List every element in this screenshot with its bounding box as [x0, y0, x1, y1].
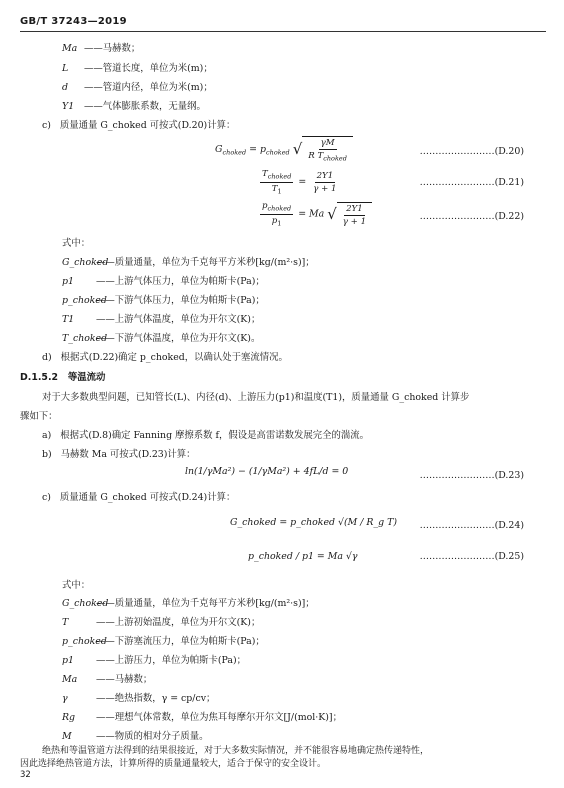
var-p1-2: p1 ——上游压力，单位为帕斯卡(Pa)； [62, 655, 247, 666]
standard-code: GB/T 37243—2019 [20, 16, 127, 27]
step-a: a) 根据式(D.8)确定 Fanning 摩擦系数 f，假设是高雷诺数发展完全的湍流。 [42, 430, 370, 441]
equation-d21: $\frac{T_{choked}}{T_1}$ = $\frac{2Y1}{\gamma + 1}$ [262, 169, 337, 196]
where-label-2: 式中： [62, 580, 91, 591]
eq-number-d24: ……………………(D.24) [419, 520, 524, 531]
intro-line-1: 对于大多数典型问题，已知管长(L)、内径(d)、上游压力(p1)和温度(T1)，质量通量 G_choked 计算步 [42, 392, 470, 403]
var-gamma: γ ——绝热指数，γ = cp/cv； [62, 693, 216, 704]
var-g-choked-2: G_choked——质量通量，单位为千克每平方米秒[kg/(m²·s)]； [62, 598, 315, 609]
var-t-choked: T_choked——下游气体温度，单位为开尔文(K)。 [62, 333, 261, 344]
var-ma: Ma ——马赫数； [62, 43, 141, 54]
var-l: L ——管道长度，单位为米(m)； [62, 63, 213, 74]
step-c2: c) 质量通量 G_choked 可按式(D.24)计算： [42, 492, 236, 503]
var-g-choked: G_choked——质量通量，单位为千克每平方米秒[kg/(m²·s)]； [62, 257, 315, 268]
eq-number-d20: ……………………(D.20) [419, 146, 524, 157]
eq-number-d23: ……………………(D.23) [419, 470, 524, 481]
equation-d22: $\frac{p_{choked}}{p_1}$ = Ma √ $\frac{2Y1}{\gamma + 1}$ [258, 201, 372, 227]
equation-d23: ln(1/γMa²) − (1/γMa²) + 4fL/d = 0 [185, 466, 349, 477]
var-p-choked-2: p_choked——下游塞流压力，单位为帕斯卡(Pa)； [62, 636, 265, 647]
var-t: T ——上游初始温度，单位为开尔文(K)； [62, 617, 261, 628]
section-heading: D.1.5.2 等温流动 [20, 372, 106, 383]
header-rule [20, 31, 546, 32]
var-p1: p1 ——上游气体压力，单位为帕斯卡(Pa)； [62, 276, 265, 287]
intro-line-2: 骤如下： [20, 411, 58, 422]
var-t1: T1 ——上游气体温度，单位为开尔文(K)； [62, 314, 261, 325]
closing-line-1: 绝热和等温管道方法得到的结果很接近，对于大多数实际情况，并不能很容易地确定热传递特性， [42, 746, 430, 756]
equation-d25: p_choked / p1 = Ma √γ [248, 551, 358, 562]
var-y1: Y1 ——气体膨胀系数，无量纲。 [62, 101, 206, 112]
closing-line-2: 因此选择绝热管道方法，计算所得的质量通量较大，适合于保守的安全设计。 [20, 759, 327, 769]
var-d: d ——管道内径，单位为米(m)； [62, 82, 213, 93]
var-p-choked: p_choked——下游气体压力，单位为帕斯卡(Pa)； [62, 295, 265, 306]
page-number: 32 [20, 770, 31, 780]
var-m: M ——物质的相对分子质量。 [62, 731, 209, 742]
step-d: d) 根据式(D.22)确定 p_choked，以确认处于塞流情况。 [42, 352, 288, 363]
step-b: b) 马赫数 Ma 可按式(D.23)计算： [42, 449, 196, 460]
where-label-1: 式中： [62, 238, 91, 249]
equation-d24: G_choked = p_choked √(M / R_g T) [230, 517, 397, 528]
step-c1: c) 质量通量 G_choked 可按式(D.20)计算： [42, 120, 236, 131]
eq-number-d25: ……………………(D.25) [419, 551, 524, 562]
eq-number-d21: ……………………(D.21) [419, 177, 524, 188]
var-ma-2: Ma ——马赫数； [62, 674, 153, 685]
sqrt-d20: √ $\frac{\gamma M}{R T_{choked}}$ [293, 136, 353, 163]
var-rg: Rg ——理想气体常数，单位为焦耳每摩尔开尔文[J/(mol·K)]； [62, 712, 342, 723]
eq-number-d22: ……………………(D.22) [419, 211, 524, 222]
equation-d20: $G_{choked} = p_{choked}$ √ $\frac{\gamma M}{R T_{choked}}$ [215, 136, 353, 163]
